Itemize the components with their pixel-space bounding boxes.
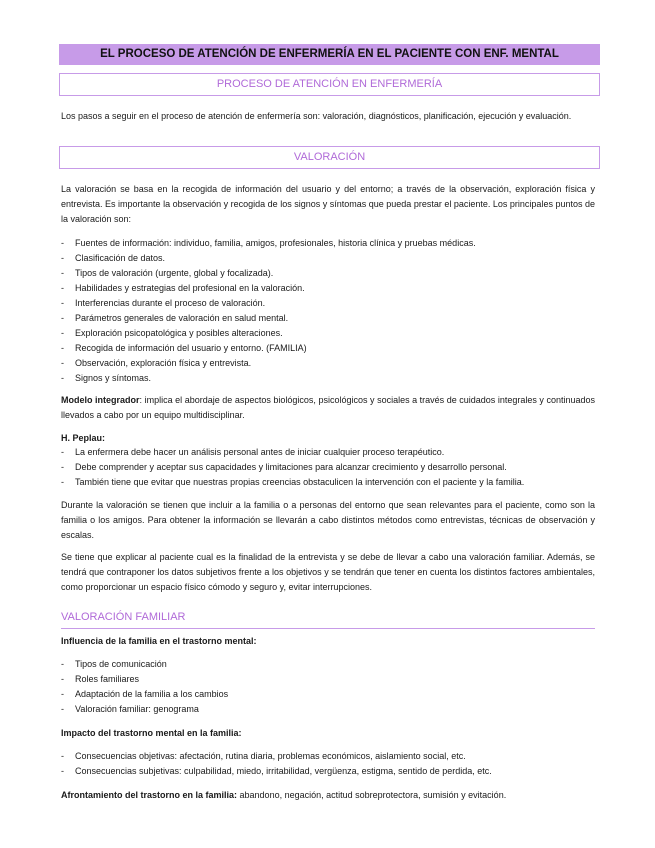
list-item: - Parámetros generales de valoración en salud mental.: [61, 311, 595, 326]
influencia-points-list: [61, 657, 595, 717]
modelo-integrador-label: Modelo integrador: [61, 395, 140, 405]
list-item: - Habilidades y estrategias del profesional en la valoración.: [61, 281, 595, 296]
list-item: - Valoración familiar: genograma: [61, 702, 595, 717]
list-item: - Consecuencias objetivas: afectación, rutina diaria, problemas económicos, aislamiento social, etc.: [61, 749, 595, 764]
valoracion-points-list: [61, 236, 595, 386]
list-item: - Recogida de información del usuario y entorno. (FAMILIA): [61, 341, 595, 356]
section-heading-valoracion-familiar: VALORACIÓN FAMILIAR: [61, 608, 595, 629]
list-item: - Fuentes de información: individuo, familia, amigos, profesionales, historia clínica y pruebas médicas.: [61, 236, 595, 251]
section-heading-proceso: PROCESO DE ATENCIÓN EN ENFERMERÍA: [59, 73, 600, 96]
peplau-points-list: [61, 445, 595, 490]
paragraph-modelo-integrador: [61, 393, 595, 423]
afrontamiento-label: Afrontamiento del trastorno en la familia:: [61, 790, 238, 800]
influencia-label: Influencia de la familia en el trastorno mental:: [61, 636, 257, 646]
impacto-label: Impacto del trastorno mental en la familia:: [61, 728, 242, 738]
paragraph-valoracion-intro: La valoración se basa en la recogida de información del usuario y del entorno; a través de la observación, exploración física y entrevista. Es importante la observación y recogida de los signos y síntomas que pueda prestar el paciente. Los principales puntos de la valoración son:: [61, 184, 595, 224]
paragraph-familia-entorno: Durante la valoración se tienen que incluir a la familia o a personas del entorno que sean relevantes para el paciente, como son la familia o los amigos. Para obtener la información se llevarán a cabo distintos métodos como entrevistas, técnicas de observación y escalas.: [61, 500, 595, 540]
list-item: - Interferencias durante el proceso de valoración.: [61, 296, 595, 311]
paragraph-explicar-paciente: Se tiene que explicar al paciente cual es la finalidad de la entrevista y se debe de llevar a cabo una valoración familiar. Además, se tendrá que contraponer los datos subjetivos frente a los objetivos y se tendrán que tener en cuenta los distintos factores ambientales, como proporcionar un espacio físico cómodo y seguro y, evitar interrupciones.: [61, 552, 595, 592]
list-item: - Exploración psicopatológica y posibles alteraciones.: [61, 326, 595, 341]
list-item: - Clasificación de datos.: [61, 251, 595, 266]
paragraph-pasos: Los pasos a seguir en el proceso de atención de enfermería son: valoración, diagnósticos, planificación, ejecución y evaluación.: [61, 111, 572, 121]
list-item: - Debe comprender y aceptar sus capacidades y limitaciones para alcanzar crecimiento y desarrollo personal.: [61, 460, 595, 475]
impacto-points-list: [61, 749, 595, 779]
list-item: - Signos y síntomas.: [61, 371, 595, 386]
list-item: - Tipos de valoración (urgente, global y focalizada).: [61, 266, 595, 281]
list-item: - También tiene que evitar que nuestras propias creencias obstaculicen la intervención con el paciente y la familia.: [61, 475, 595, 490]
list-item: - Roles familiares: [61, 672, 595, 687]
list-item: - Adaptación de la familia a los cambios: [61, 687, 595, 702]
document-title: EL PROCESO DE ATENCIÓN DE ENFERMERÍA EN EL PACIENTE CON ENF. MENTAL: [59, 44, 600, 65]
afrontamiento-text: abandono, negación, actitud sobreprotectora, sumisión y evitación.: [237, 790, 507, 800]
list-item: - La enfermera debe hacer un análisis personal antes de iniciar cualquier proceso terapéutico.: [61, 445, 595, 460]
modelo-integrador-text: : implica el abordaje de aspectos biológicos, psicológicos y sociales a través de cuidados integrales y continuados llevados a cabo por un equipo multidisciplinar.: [61, 395, 595, 420]
list-item: - Consecuencias subjetivas: culpabilidad, miedo, irritabilidad, vergüenza, estigma, sentido de perdida, etc.: [61, 764, 595, 779]
paragraph-afrontamiento: [61, 788, 595, 803]
section-heading-valoracion: VALORACIÓN: [59, 146, 600, 169]
peplau-label: H. Peplau:: [61, 433, 106, 443]
list-item: - Observación, exploración física y entrevista.: [61, 356, 595, 371]
list-item: - Tipos de comunicación: [61, 657, 595, 672]
